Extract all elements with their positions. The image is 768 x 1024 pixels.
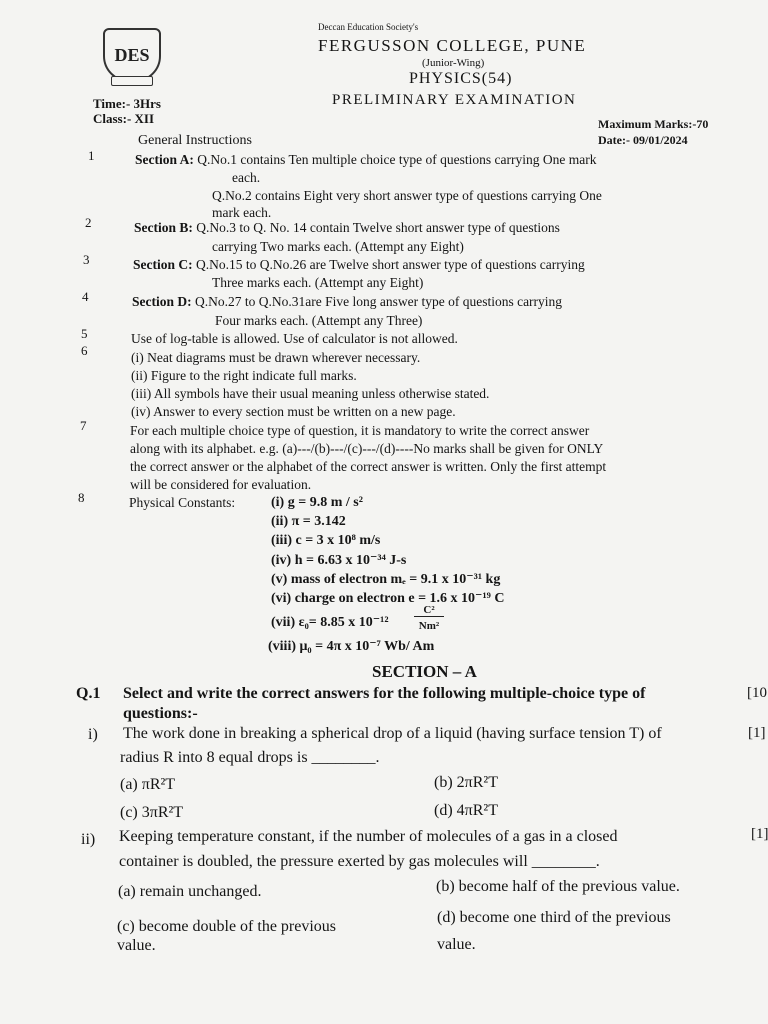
society-name: Deccan Education Society's <box>318 22 419 32</box>
section-c-instruction <box>133 257 585 273</box>
section-a-instruction <box>135 152 596 168</box>
option-b: (b) become half of the previous value. <box>436 878 680 895</box>
constant-pi: (ii) π = 3.142 <box>271 514 346 529</box>
section-b-label: Section B: <box>134 220 193 235</box>
subject-title: PHYSICS(54) <box>409 70 513 87</box>
time-label: Time:- 3Hrs <box>93 96 161 111</box>
instruction-number: 6 <box>81 343 88 358</box>
class-label: Class:- XII <box>93 111 155 126</box>
instruction-number: 5 <box>81 326 88 341</box>
wing-label: (Junior-Wing) <box>422 57 485 69</box>
instruction-number: 8 <box>78 490 85 505</box>
option-a: (a) πR²T <box>120 776 176 793</box>
instruction-number: 1 <box>88 148 95 163</box>
section-a-title: SECTION – A <box>372 662 477 681</box>
epsilon-unit-denominator: Nm² <box>418 620 440 632</box>
subquestion-marks: [1] <box>748 725 766 741</box>
subquestion-number: i) <box>88 726 98 743</box>
mcq-instruction-line: will be considered for evaluation. <box>130 477 312 492</box>
log-table-instruction: Use of log-table is allowed. Use of calculator is not allowed. <box>131 331 458 346</box>
section-a-line: Q.No.2 contains Eight very short answer type of questions carrying One <box>212 188 602 203</box>
college-name: FERGUSSON COLLEGE, PUNE <box>318 36 587 55</box>
section-a-label: Section A: <box>135 152 194 167</box>
option-d: (d) 4πR²T <box>434 802 498 819</box>
section-b-line: carrying Two marks each. (Attempt any Eight) <box>212 239 464 254</box>
option-b: (b) 2πR²T <box>434 774 498 791</box>
section-c-label: Section C: <box>133 257 193 272</box>
subquestion-text: radius R into 8 equal drops is ________. <box>120 749 380 766</box>
max-marks: Maximum Marks:-70 <box>598 117 709 131</box>
college-logo <box>103 28 161 82</box>
section-d-line: Four marks each. (Attempt any Three) <box>215 313 423 328</box>
constant-epsilon: (vii) ε₀= 8.85 x 10⁻¹² <box>271 615 389 630</box>
section-d-label: Section D: <box>132 294 192 309</box>
section-c-line: Three marks each. (Attempt any Eight) <box>212 275 424 290</box>
question-number: Q.1 <box>76 685 101 702</box>
epsilon-unit-numerator: C² <box>414 604 444 617</box>
section-c-line: Q.No.15 to Q.No.26 are Twelve short answer type of questions carrying <box>196 257 585 272</box>
diagram-instruction: (i) Neat diagrams must be drawn wherever necessary. <box>131 350 421 365</box>
section-a-line: Q.No.1 contains Ten multiple choice type of questions carrying One mark <box>197 152 597 167</box>
constant-mu: (viii) μ₀ = 4π x 10⁻⁷ Wb/ Am <box>268 639 435 654</box>
physical-constants-label: Physical Constants: <box>129 495 236 510</box>
option-d: (d) become one third of the previous <box>437 909 671 926</box>
option-d-continued: value. <box>437 936 476 953</box>
subquestion-number: ii) <box>81 831 96 848</box>
exam-date: Date:- 09/01/2024 <box>598 133 688 147</box>
instruction-number: 3 <box>83 252 90 267</box>
subquestion-text: Keeping temperature constant, if the number of molecules of a gas in a closed <box>119 828 618 845</box>
section-b-instruction <box>134 220 560 236</box>
option-c-continued: value. <box>117 937 156 954</box>
section-a-line: mark each. <box>212 205 272 220</box>
option-c: (c) 3πR²T <box>120 804 184 821</box>
subquestion-marks: [1] <box>751 826 768 842</box>
mcq-instruction-line: the correct answer or the alphabet of the correct answer is written. Only the first attempt <box>130 459 607 474</box>
section-d-line: Q.No.27 to Q.No.31are Five long answer type of questions carrying <box>195 294 563 309</box>
section-b-line: Q.No.3 to Q. No. 14 contain Twelve short answer type of questions <box>196 220 560 235</box>
question-marks: [10 <box>747 685 767 701</box>
option-c: (c) become double of the previous <box>117 918 337 935</box>
mcq-instruction-line: along with its alphabet. e.g. (a)---/(b)---/(c)---/(d)----No marks shall be given for ONLY <box>130 441 604 456</box>
constant-me: (v) mass of electron mₑ = 9.1 x 10⁻³¹ kg <box>271 572 501 587</box>
marks-instruction: (ii) Figure to the right indicate full marks. <box>131 368 357 383</box>
question-text: Select and write the correct answers for the following multiple-choice type of <box>123 685 646 702</box>
section-a-line: each. <box>232 170 261 185</box>
question-text: questions:- <box>123 705 198 722</box>
instructions-heading: General Instructions <box>138 133 252 148</box>
mcq-instruction-line: For each multiple choice type of question, it is mandatory to write the correct answer <box>130 423 590 438</box>
instruction-number: 2 <box>85 215 92 230</box>
instruction-number: 4 <box>82 289 89 304</box>
symbols-instruction: (iii) All symbols have their usual meaning unless otherwise stated. <box>131 386 490 401</box>
constant-c: (iii) c = 3 x 10⁸ m/s <box>271 533 381 548</box>
subquestion-text: The work done in breaking a spherical drop of a liquid (having surface tension T) of <box>123 725 662 742</box>
constant-g: (i) g = 9.8 m / s² <box>271 495 363 510</box>
constant-h: (iv) h = 6.63 x 10⁻³⁴ J-s <box>271 553 407 568</box>
logo-text: DES <box>114 44 150 65</box>
new-page-instruction: (iv) Answer to every section must be written on a new page. <box>131 404 456 419</box>
logo-ribbon <box>111 76 153 86</box>
constant-e: (vi) charge on electron e = 1.6 x 10⁻¹⁹ C <box>271 591 505 606</box>
option-a: (a) remain unchanged. <box>118 883 262 900</box>
instruction-number: 7 <box>80 418 87 433</box>
exam-title: PRELIMINARY EXAMINATION <box>332 92 577 108</box>
subquestion-text: container is doubled, the pressure exerted by gas molecules will ________. <box>119 853 600 870</box>
section-d-instruction <box>132 294 562 310</box>
